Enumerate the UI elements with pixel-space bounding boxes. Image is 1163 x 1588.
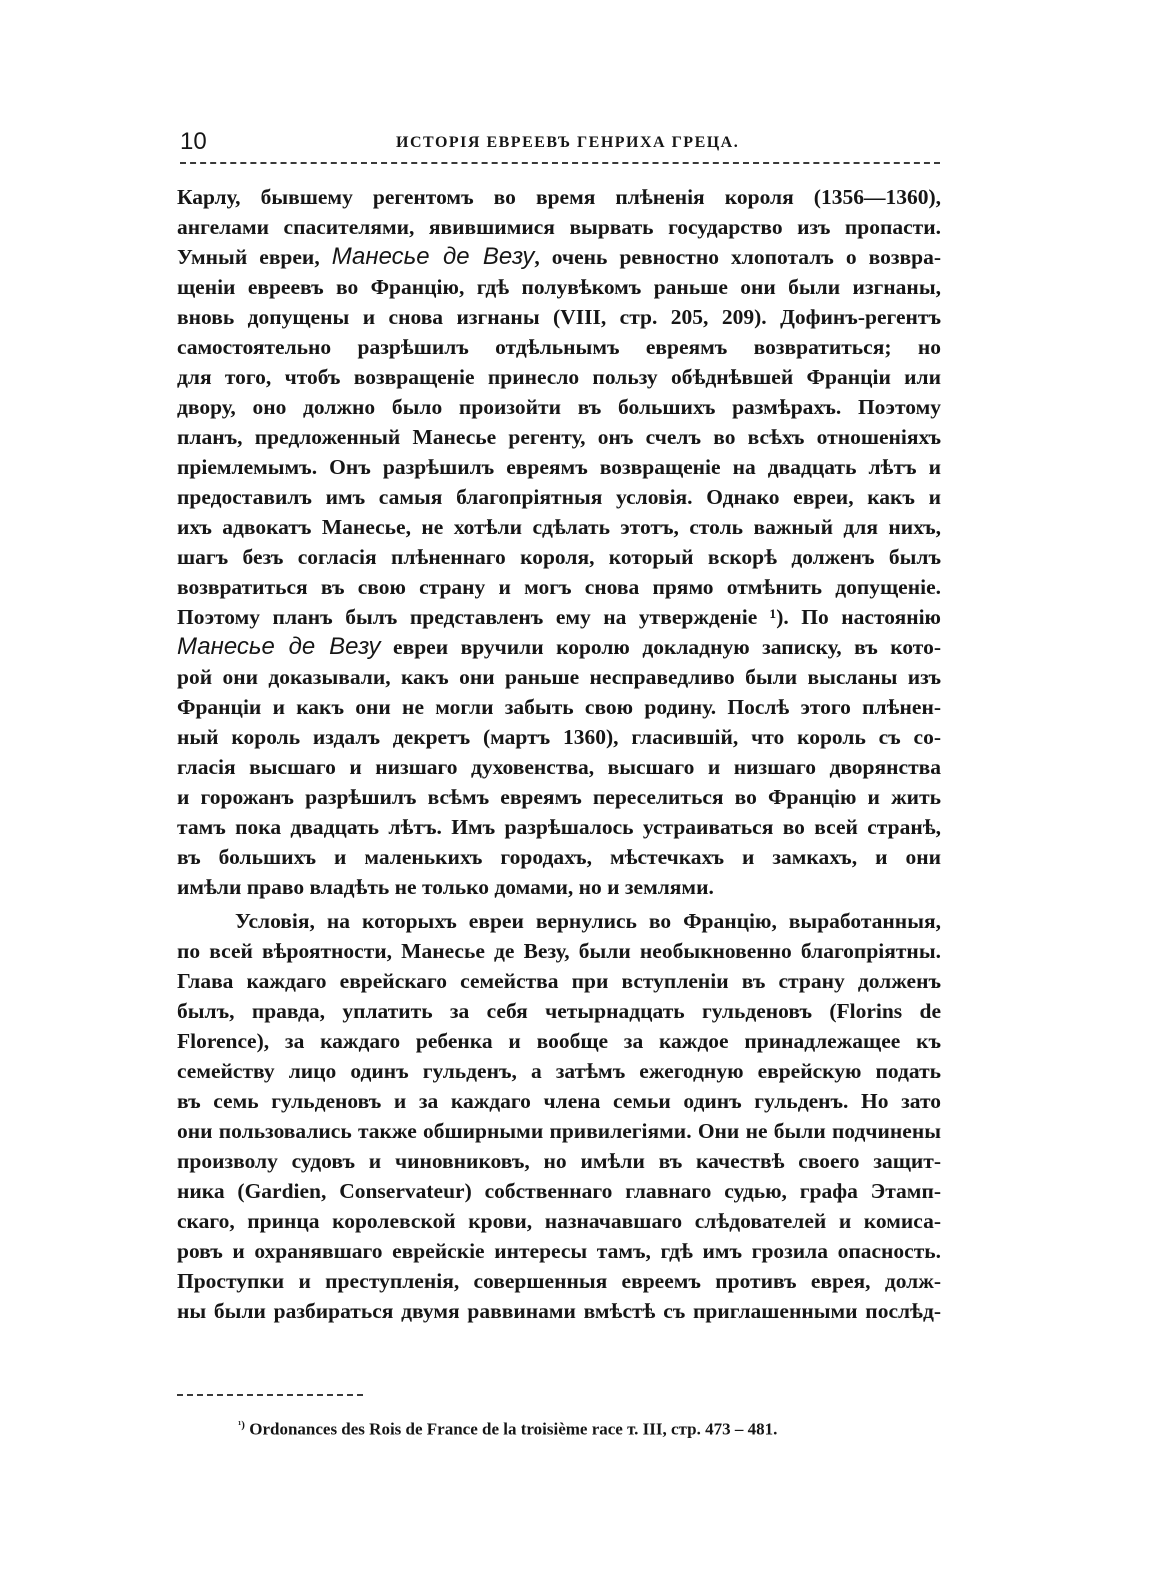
text-line: щеніи евреевъ во Францію, гдѣ полувѣкомъ раньше они были изгнаны, (177, 275, 941, 299)
text-line: Глава каждаго еврейскаго семейства при вступленіи въ страну долженъ (177, 969, 941, 993)
italic-name: Манесье де Везу (177, 633, 381, 660)
text-line: шагъ безъ согласія плѣненнаго короля, который вскорѣ долженъ былъ (177, 545, 941, 569)
text-line: въ семь гульденовъ и за каждаго члена семьи одинъ гульденъ. Но зато (177, 1089, 941, 1113)
text-line: пріемлемымъ. Онъ разрѣшилъ евреямъ возвращеніе на двадцать лѣтъ и (177, 455, 941, 479)
text-line: возвратиться въ свою страну и могъ снова прямо отмѣнить допущеніе. (177, 575, 941, 599)
text-line: ны были разбираться двумя раввинами вмѣстѣ съ приглашенными послѣд- (177, 1299, 941, 1323)
text-line: скаго, принца королевской крови, назначавшаго слѣдователей и комиса- (177, 1209, 941, 1233)
running-head (180, 128, 940, 158)
header-rule (180, 162, 940, 164)
footnote-text: Ordonances des Rois de France de la troisième race т. III, стр. 473 – 481. (244, 1419, 778, 1439)
text-line: въ большихъ и маленькихъ городахъ, мѣстечкахъ и замкахъ, и они (177, 845, 941, 869)
text-line: ника (Gardien, Conservateur) собственнаго главнаго судью, графа Этамп- (177, 1179, 941, 1203)
text-line: Проступки и преступленія, совершенныя евреемъ противъ еврея, долж- (177, 1269, 941, 1293)
text-line: вновь допущены и снова изгнаны (VIII, стр. 205, 209). Дофинъ-регентъ (177, 305, 941, 329)
text-line: былъ, правда, уплатить за себя четырнадцать гульденовъ (Florins de (177, 999, 941, 1023)
text-line: гласія высшаго и низшаго духовенства, высшаго и низшаго дворянства (177, 755, 941, 779)
footnote-rule (177, 1394, 363, 1396)
text-line: Florence), за каждаго ребенка и вообще за каждое принадлежащее къ (177, 1029, 941, 1053)
text-line: ангелами спасителями, явившимися вырвать государство изъ пропасти. (177, 215, 941, 239)
text-line-part: евреи вручили королю докладную записку, въ кото- (380, 635, 941, 659)
text-line: Франціи и какъ они не могли забыть свою родину. Послѣ этого плѣнен- (177, 695, 941, 719)
text-line: по всей вѣроятности, Манесье де Везу, были необыкновенно благопріятны. (177, 939, 941, 963)
footnote (238, 1414, 938, 1441)
text-line: ровъ и охранявшаго еврейскіе интересы тамъ, гдѣ имъ грозила опасность. (177, 1239, 941, 1263)
body-text (177, 182, 941, 1326)
footnote-marker: ¹) (238, 1419, 245, 1431)
text-line: Карлу, бывшему регентомъ во время плѣненія короля (1356—1360), (177, 185, 941, 209)
text-line (177, 632, 941, 662)
italic-name: Манесье де Везу (331, 243, 535, 270)
text-line: двору, оно должно было произойти въ большихъ размѣрахъ. Поэтому (177, 395, 941, 419)
text-line (177, 242, 941, 272)
text-line: ный король издалъ декретъ (мартъ 1360), гласившій, что король съ со- (177, 725, 941, 749)
text-line-part: Умный евреи, (177, 245, 332, 269)
text-line: тамъ пока двадцать лѣтъ. Имъ разрѣшалось устраиваться во всей странѣ, (177, 815, 941, 839)
text-line: предоставилъ имъ самыя благопріятныя условія. Однако евреи, какъ и (177, 485, 941, 509)
text-line: Условія, на которыхъ евреи вернулись во Францію, выработанныя, (235, 909, 941, 933)
text-line: Поэтому планъ былъ представленъ ему на утвержденіе ¹). По настоянію (177, 605, 941, 629)
text-line: ихъ адвокатъ Манесье, не хотѣли сдѣлать этотъ, столь важный для нихъ, (177, 515, 941, 539)
text-line: планъ, предложенный Манесье регенту, онъ счелъ во всѣхъ отношеніяхъ (177, 425, 941, 449)
text-line: самостоятельно разрѣшилъ отдѣльнымъ евреямъ возвратиться; но (177, 335, 941, 359)
text-line: имѣли право владѣть не только домами, но и землями. (177, 875, 714, 899)
text-line-part: , очень ревностно хлопоталъ о возвра- (534, 245, 941, 269)
text-line: произволу судовъ и чиновниковъ, но имѣли въ качествѣ своего защит- (177, 1149, 941, 1173)
text-line: они пользовались также обширными привилегіями. Они не были подчинены (177, 1119, 941, 1143)
page-number: 10 (180, 128, 207, 155)
running-title: ИСТОРІЯ ЕВРЕЕВЪ ГЕНРИХА ГРЕЦА. (396, 134, 740, 151)
text-line: рой они доказывали, какъ они раньше несправедливо были высланы изъ (177, 665, 941, 689)
text-line: и горожанъ разрѣшилъ всѣмъ евреямъ переселиться во Францію и жить (177, 785, 941, 809)
text-line: семейству лицо одинъ гульденъ, а затѣмъ ежегодную еврейскую подать (177, 1059, 941, 1083)
text-line: для того, чтобъ возвращеніе принесло пользу обѣднѣвшей Франціи или (177, 365, 941, 389)
